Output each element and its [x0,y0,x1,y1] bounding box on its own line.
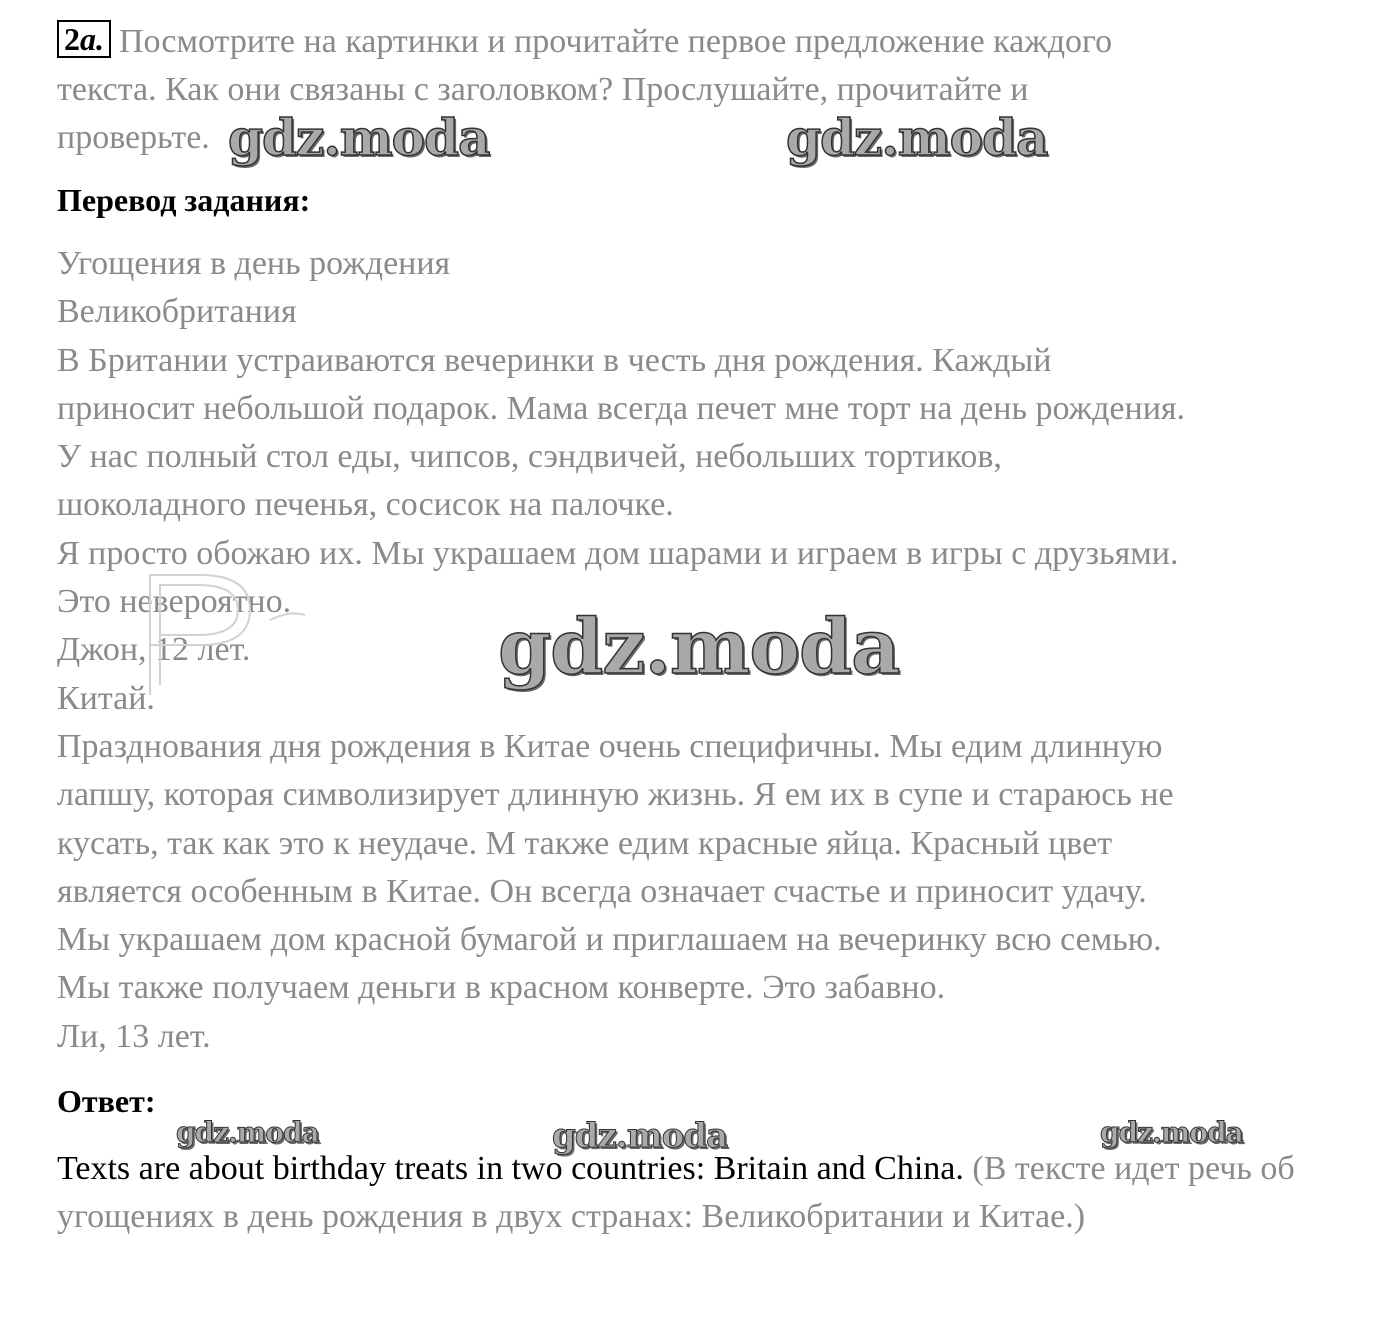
translation-line: кусать, так как это к неудаче. М также едим красные яйца. Красный цвет [57,824,1113,862]
watermark-text: gdz.moda [498,602,900,691]
answer-heading: Ответ: [57,1083,156,1120]
translation-line: В Британии устраиваются вечеринки в честь дня рождения. Каждый [57,341,1052,379]
translation-line: Китай. [57,679,155,717]
translation-line: Великобритания [57,293,297,331]
translation-line: Ли, 13 лет. [57,1017,211,1055]
translation-body [57,240,1357,1061]
answer-russian: (В тексте идет речь об угощениях в день рождения в двух странах: Великобритании и Китае.) [57,1150,1295,1236]
watermark-text: gdz.moda [1100,1116,1243,1149]
translation-line: Мы украшаем дом красной бумагой и приглашаем на вечеринку всю семью. [57,921,1162,959]
watermark-text: gdz.moda [176,1116,319,1149]
task-block [57,18,1357,162]
translation-line: является особенным в Китае. Он всегда означает счастье и приносит удачу. [57,872,1147,910]
task-text-line: текста. Как они связаны с заголовком? Прослушайте, прочитайте и [57,71,1029,108]
task-text-line: проверьте. [57,119,210,156]
watermark-text: gdz.moda [228,108,490,167]
task-number: 2 [64,21,80,57]
translation-line: Празднования дня рождения в Китае очень специфичны. Мы едим длинную [57,727,1163,765]
task-line-1 [57,18,1357,66]
translation-line: Угощения в день рождения [57,245,451,282]
watermark-text: gdz.moda [552,1116,728,1156]
translation-line: лапшу, которая символизирует длинную жизнь. Я ем их в супе и стараюсь не [57,776,1174,814]
translation-line: Мы также получаем деньги в красном конверте. Это забавно. [57,969,946,1007]
task-number-badge [57,20,111,58]
translation-line: Я просто обожаю их. Мы украшаем дом шарами и играем в игры с друзьями. [57,534,1179,572]
document-page [57,18,1357,1241]
translation-heading: Перевод задания: [57,182,311,218]
translation-line: Джон, 12 лет. [57,631,251,669]
answer-english: Texts are about birthday treats in two countries: Britain and China. [57,1150,964,1188]
answer-body [57,1145,1357,1241]
task-text-line: Посмотрите на картинки и прочитайте первое предложение каждого [119,23,1113,60]
task-letter: a. [80,21,104,57]
translation-line: приносит небольшой подарок. Мама всегда печет мне торт на день рождения. [57,389,1186,427]
translation-line: У нас полный стол еды, чипсов, сэндвичей, небольших тортиков, [57,438,1002,476]
translation-line: Это невероятно. [57,583,292,621]
watermark-text: gdz.moda [786,108,1048,167]
translation-line: шоколадного печенья, сосисок на палочке. [57,486,674,524]
